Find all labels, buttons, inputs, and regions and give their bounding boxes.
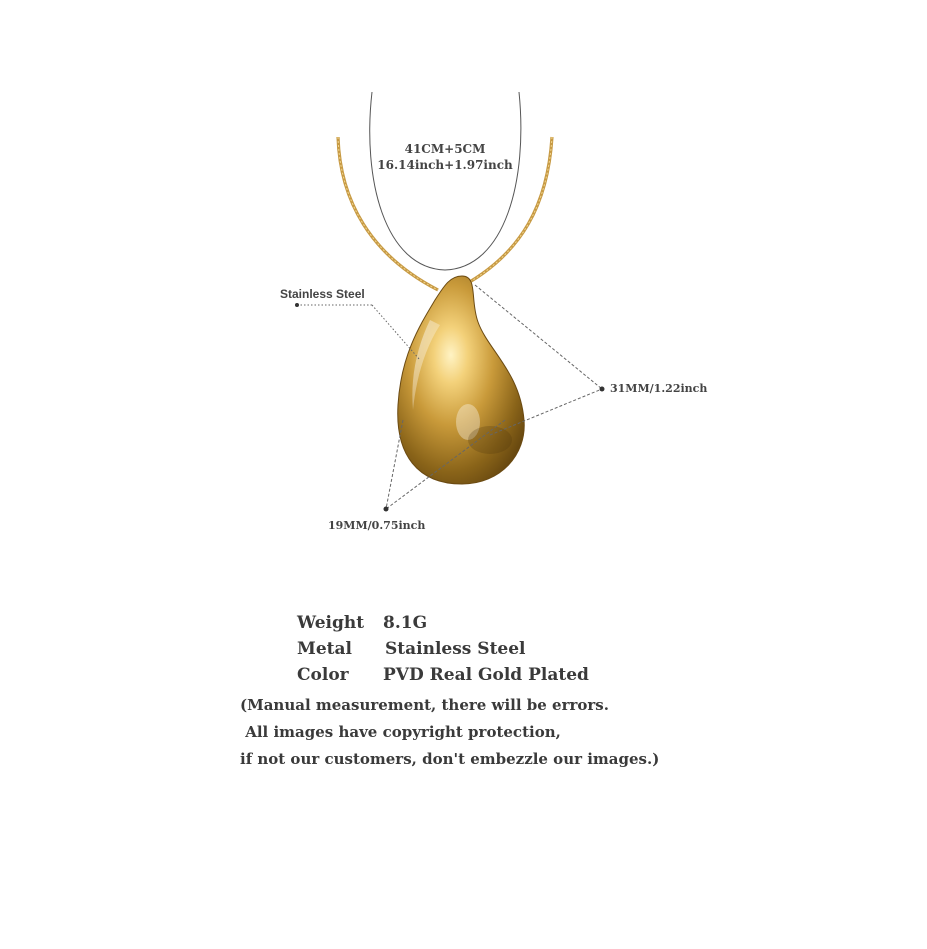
note-line: All images have copyright protection, [240,723,561,741]
spec-value: PVD Real Gold Plated [383,665,589,685]
spec-list [297,610,589,688]
spec-row-color [297,662,589,688]
spec-value: 8.1G [383,613,428,633]
spec-key: Weight [297,613,365,633]
material-annotation: Stainless Steel [280,287,365,301]
spec-key: Metal [297,639,352,659]
spec-row-metal [297,636,589,662]
disclaimer-notes [240,692,659,773]
note-line: if not our customers, don't embezzle our images.) [240,750,660,768]
spec-row-weight [297,610,589,636]
teardrop-pendant [398,276,524,484]
spec-value: Stainless Steel [385,639,526,659]
chain-length-loop [370,92,521,270]
spec-key: Color [297,665,349,685]
length-annotation: 31MM/1.22inch [610,382,708,395]
width-annotation: 19MM/0.75inch [328,519,426,532]
note-line: (Manual measurement, there will be errors. [240,696,609,714]
chain-length-imperial: 16.14inch+1.97inch [377,158,513,172]
chain-length-metric: 41CM+5CM [404,142,486,156]
